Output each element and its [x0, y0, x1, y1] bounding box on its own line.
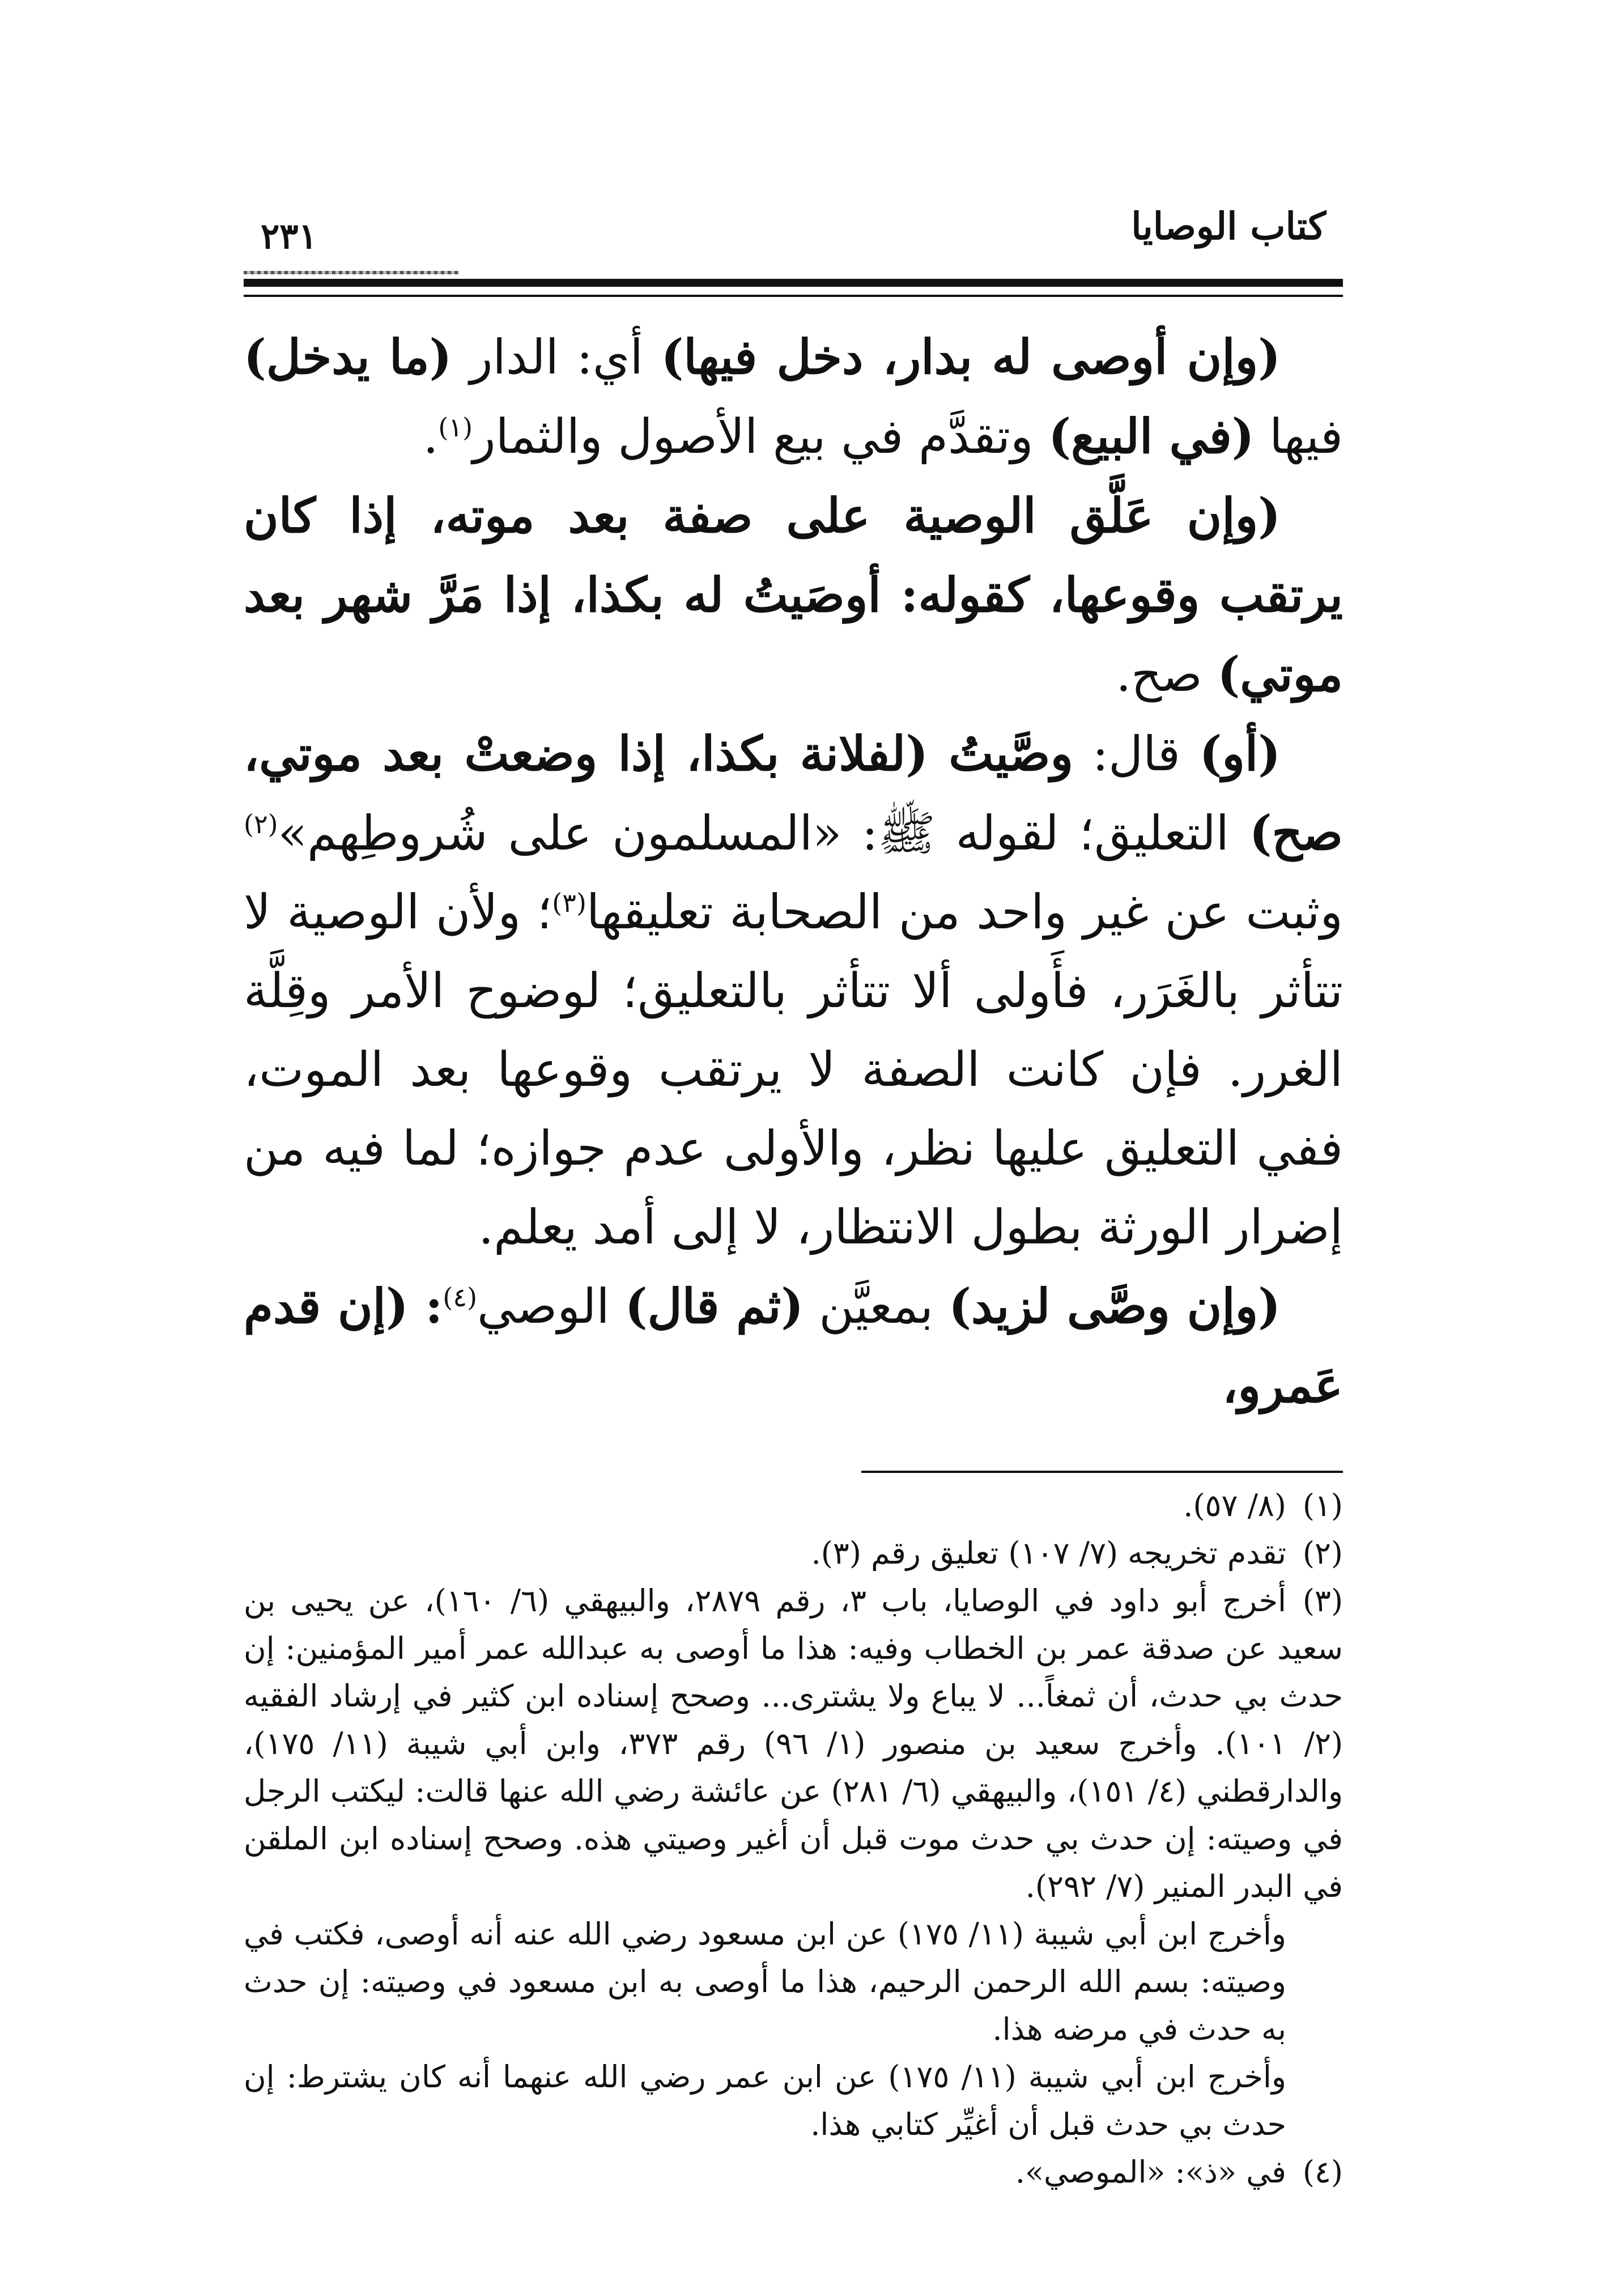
- footnote-3-continued: [244, 1910, 1343, 2053]
- sharh-text: .: [423, 409, 439, 464]
- footnote-1: [244, 1482, 1343, 1530]
- footnote-text: وأخرج ابن أبي شيبة (١١/ ١٧٥) عن ابن عمر رضي الله عنهما أنه كان يشترط: إن حدث بي حدث قبل أن أغيِّر كتابي هذا.: [244, 2059, 1287, 2142]
- footnote-4: [244, 2148, 1343, 2196]
- footnote-text: أخرج أبو داود في الوصايا، باب ٣، رقم ٢٨٧٩، والبيهقي (٦/ ١٦٠)، عن يحيى بن سعيد عن صدقة عمر بن الخطاب وفيه: هذا ما أوصى به عبدالله عمر أمير المؤمنين: إن حدث بي حدث، أن ثمغاً... لا يباع ولا يشترى... وصحح إسناده ابن كثير في إرشاد الفقيه (٢/ ١٠١). وأخرج سعيد بن منصور (١/ ٩٦) رقم ٣٧٣، وابن أبي شيبة (١١/ ١٧٥)، والدارقطني (٤/ ١٥١)، والبيهقي (٦/ ٢٨١) عن عائشة رضي الله عنها قالت: ليكتب الرجل في وصيته: إن حدث بي حدث موت قبل أن أغير وصيتي هذه. وصحح إسناده ابن الملقن في البدر المنير (٧/ ٢٩٢).: [244, 1583, 1344, 1904]
- sharh-text: بمعيَّن: [804, 1279, 949, 1334]
- footnote-text: وأخرج ابن أبي شيبة (١١/ ١٧٥) عن ابن مسعود رضي الله عنه أنه أوصى، فكتب في وصيته: بسم الله الرحمن الرحيم، هذا ما أوصى به ابن مسعود في وصيته: إن حدث به حدث في مرضه هذا.: [244, 1916, 1286, 2047]
- footnote-text: (٨/ ٥٧).: [1183, 1488, 1286, 1523]
- header-rule: [244, 279, 1343, 287]
- footnote-text: في «ذ»: «الموصي».: [1015, 2154, 1286, 2190]
- footnote-number: (٢): [1302, 1535, 1343, 1571]
- footnote-2: [244, 1530, 1343, 1577]
- footnote-ref[interactable]: (٣): [552, 888, 586, 918]
- matn-text: (وإن أوصى له بدار، دخل فيها): [661, 329, 1281, 385]
- matn-text: (وإن عَلَّق الوصية على صفة بعد موته، إذا كان يرتقب وقوعها، كقوله: أوصَيتُ له بكذا، إذا مَرَّ شهر بعد موتي): [244, 487, 1343, 702]
- sharh-text: فيها: [1254, 409, 1343, 464]
- footnote-separator: [861, 1471, 1343, 1473]
- matn-text: (ثم قال): [624, 1278, 804, 1334]
- matn-text: (في البيع): [1048, 408, 1255, 464]
- matn-text: : (إن قدم عَمرو،: [244, 1278, 1343, 1413]
- sharh-text: وتقدَّم في بيع الأصول والثمار: [473, 409, 1049, 464]
- matn-text: (ما يدخل): [244, 329, 452, 385]
- sharh-text: صح.: [1116, 647, 1218, 702]
- footnote-number: (٣): [1302, 1583, 1344, 1619]
- matn-text: (وإن وصَّى لزيد): [949, 1278, 1281, 1334]
- sharh-text: وثبت عن غير واحد من الصحابة تعليقها: [586, 884, 1343, 940]
- footnote-text: تقدم تخريجه (٧/ ١٠٧) تعليق رقم (٣).: [811, 1535, 1286, 1571]
- footnote-ref[interactable]: (٤): [443, 1282, 478, 1313]
- header-ornament: [244, 271, 459, 274]
- paragraph-4: [244, 1267, 1343, 1425]
- footnote-ref[interactable]: (٢): [244, 809, 278, 839]
- main-text: [244, 317, 1343, 1425]
- footnote-3-continued: [244, 2053, 1343, 2148]
- footnote-ref[interactable]: (١): [438, 412, 473, 443]
- paragraph-2: [244, 476, 1343, 714]
- matn-text: وصَّيتُ (لفلانة بكذا، إذا وضعتْ بعد موتي، صح): [244, 725, 1343, 861]
- sharh-text: التعليق؛ لقوله ﷺ: «المسلمون على شُروطِهم»: [278, 805, 1249, 861]
- chapter-title: كتاب الوصايا: [1131, 204, 1326, 248]
- footnote-3: [244, 1577, 1343, 1910]
- footnote-number: (٤): [1302, 2154, 1343, 2190]
- paragraph-3: [244, 714, 1343, 1267]
- matn-text: (أو): [1199, 725, 1281, 782]
- footnote-number: (١): [1302, 1488, 1343, 1523]
- sharh-text: أي: الدار: [452, 329, 661, 385]
- paragraph-1: [244, 317, 1343, 476]
- running-header: [244, 204, 1343, 266]
- sharh-text: الوصي: [477, 1279, 625, 1334]
- page-number: ٢٣١: [261, 215, 317, 257]
- sharh-text: ؛ ولأن الوصية لا تتأثر بالغَرَر، فأَولى ألا تتأثر بالتعليق؛ لوضوح الأمر وقِلَّة الغرر. فإن كانت الصفة لا يرتقب وقوعها بعد الموت، ففي التعليق عليها نظر، والأولى عدم جوازه؛ لما فيه من إضرار الورثة بطول الانتظار، لا إلى أمد يعلم.: [244, 884, 1343, 1255]
- footnotes: [244, 1482, 1343, 2196]
- header-rule-thin: [244, 295, 1343, 297]
- sharh-text: قال:: [1073, 726, 1200, 782]
